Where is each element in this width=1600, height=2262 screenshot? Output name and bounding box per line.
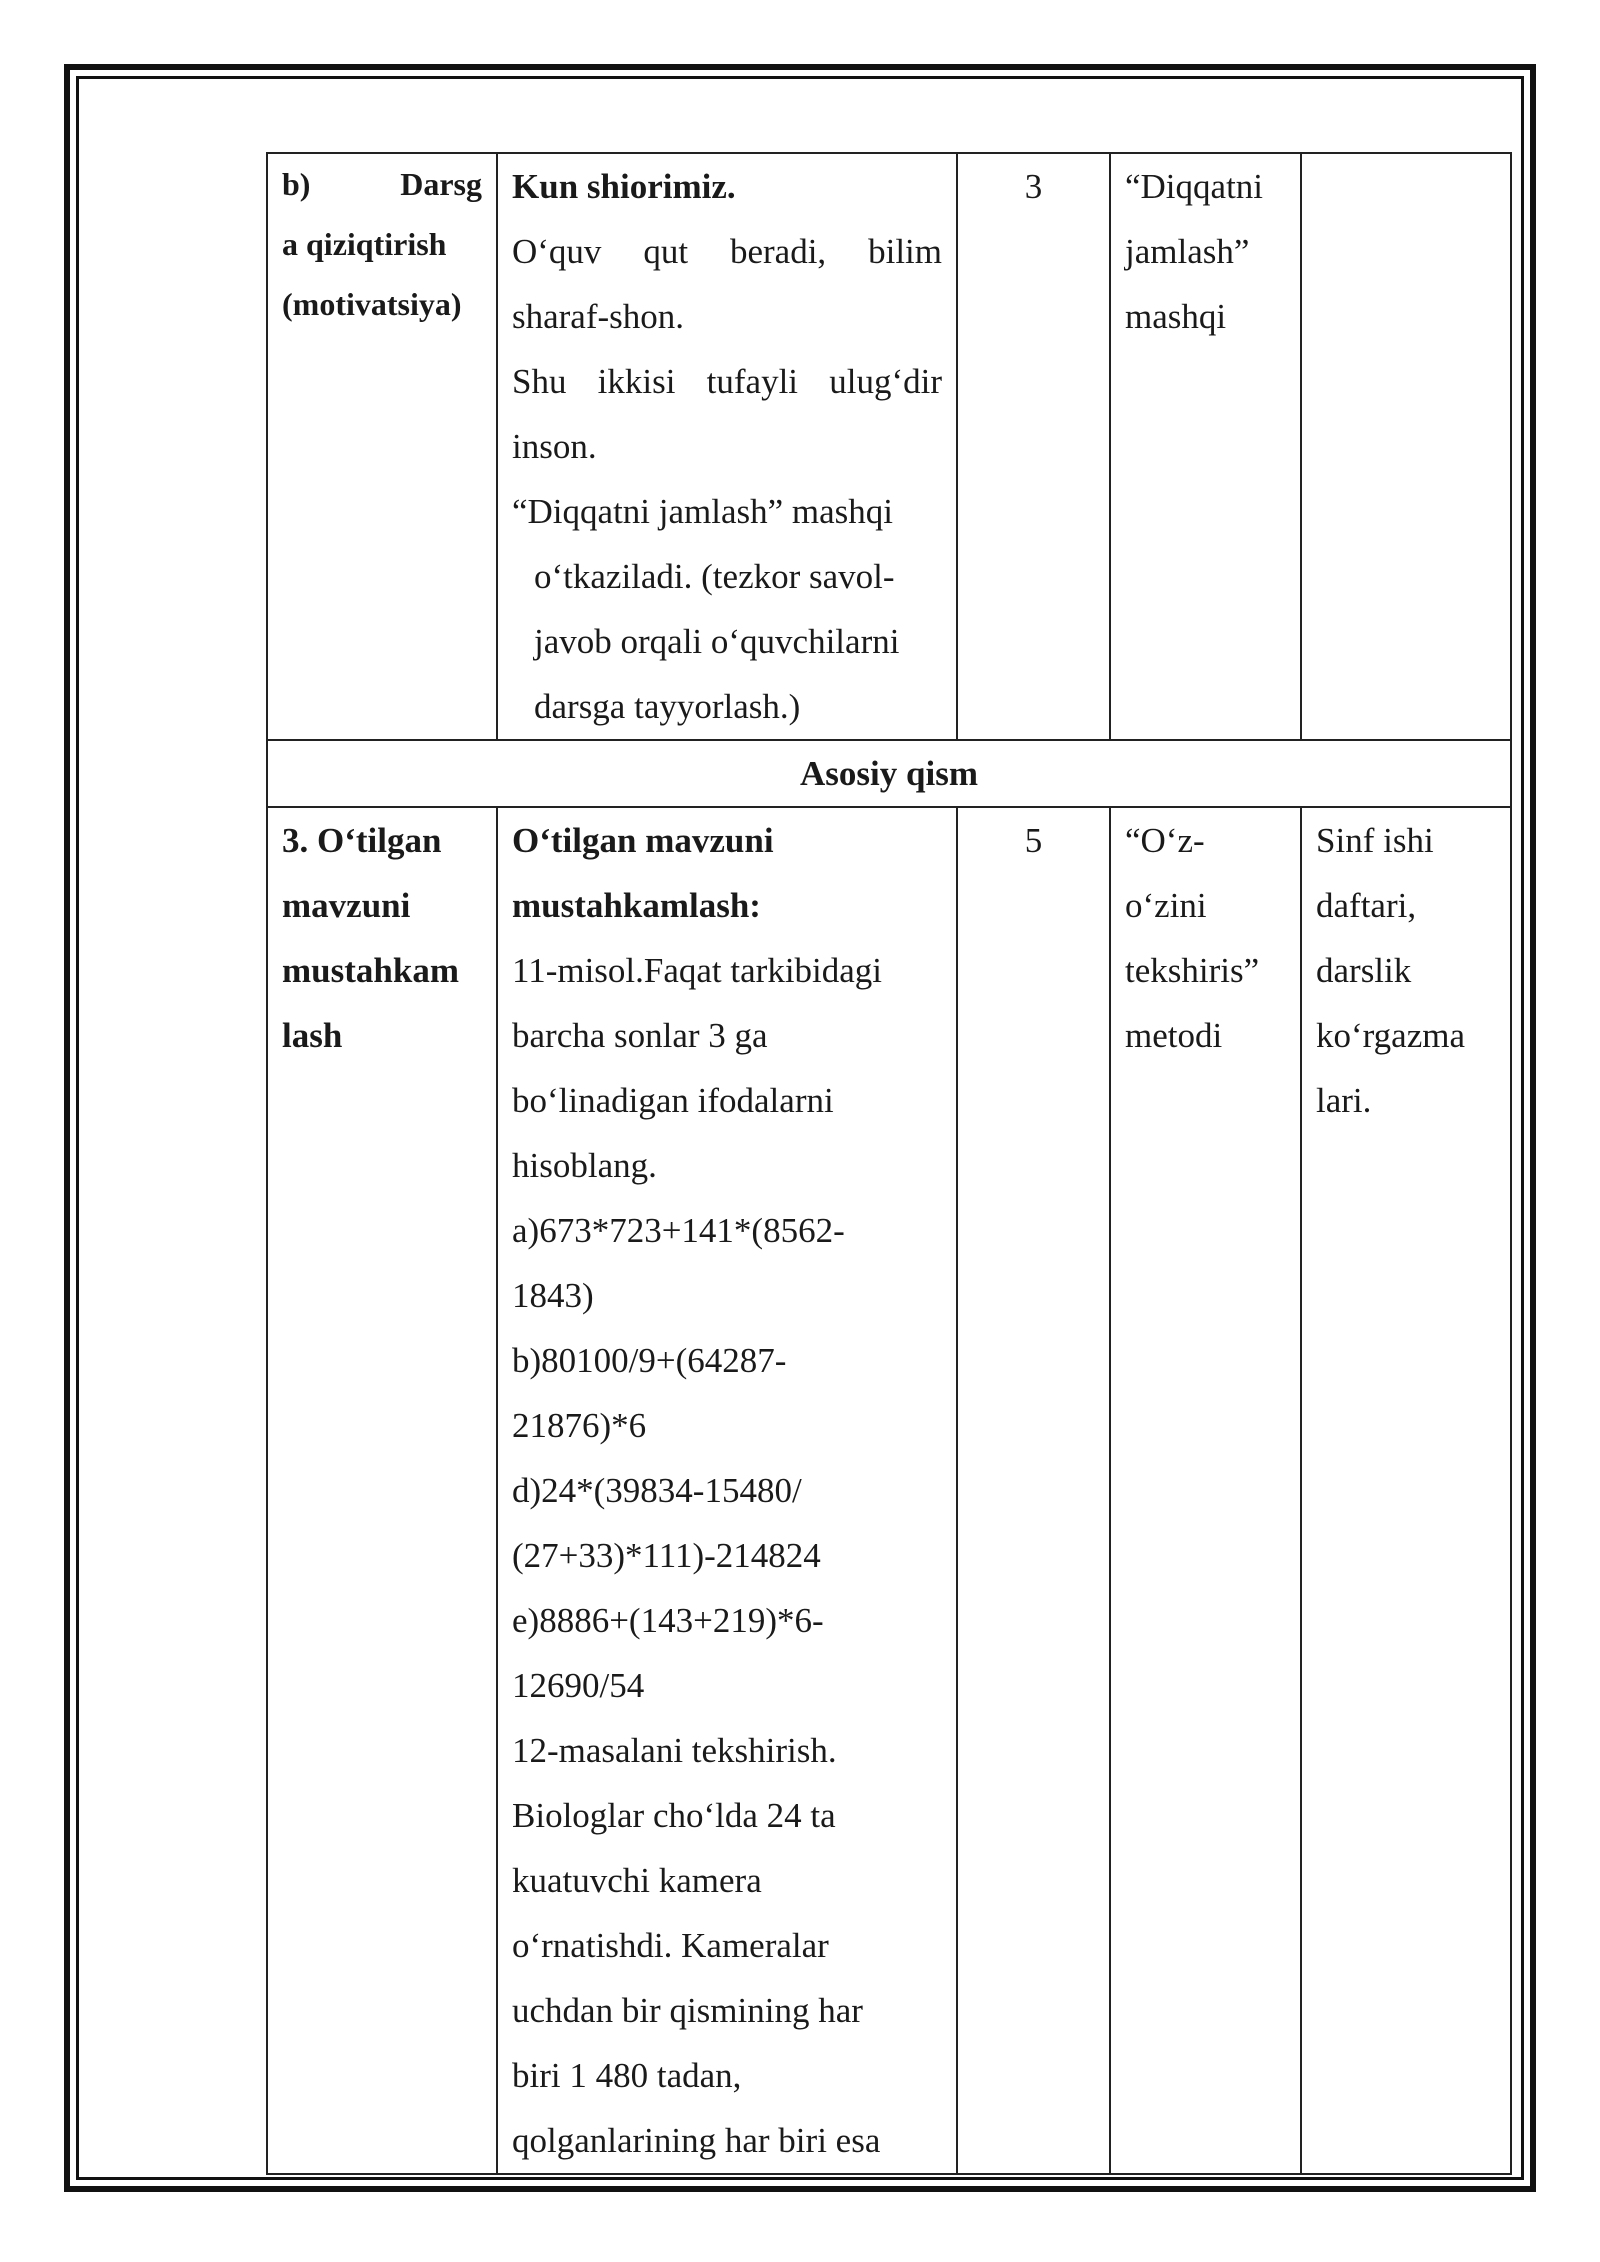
content-heading: O‘tilgan mavzuni: [512, 821, 774, 860]
content-line: 11-misol.Faqat tarkibidagi: [512, 951, 883, 990]
content-line: 21876)*6: [512, 1406, 647, 1445]
content-line: uchdan bir qismining har: [512, 1991, 863, 2030]
stage-line: lash: [282, 1016, 343, 1055]
content-line: qolganlarining har biri esa: [512, 2121, 881, 2160]
stage-marker: b): [282, 166, 311, 202]
content-line: hisoblang.: [512, 1146, 657, 1185]
content-heading: mustahkamlash:: [512, 886, 761, 925]
cell-time: [957, 807, 1110, 2174]
method-line: mashqi: [1125, 297, 1227, 336]
resources-line: Sinf ishi: [1316, 821, 1434, 860]
content-line: inson.: [512, 427, 597, 466]
cell-method: [1110, 153, 1301, 740]
content-line: O‘quv qut beradi, bilim: [512, 232, 942, 271]
content-line: bo‘linadigan ifodalarni: [512, 1081, 834, 1120]
time-value: 5: [1024, 821, 1043, 860]
content-line: o‘tkaziladi. (tezkor savol-: [534, 557, 895, 596]
content-line: b)80100/9+(64287-: [512, 1341, 787, 1380]
content-line: o‘rnatishdi. Kameralar: [512, 1926, 829, 1965]
lesson-plan-table: [266, 152, 1512, 2175]
content-line: “Diqqatni jamlash” mashqi: [512, 492, 894, 531]
cell-content: [497, 807, 957, 2174]
stage-line: a qiziqtirish: [282, 226, 447, 262]
content-line: 1843): [512, 1276, 594, 1315]
stage-label: [282, 154, 482, 334]
content-line: 12-masalani tekshirish.: [512, 1731, 837, 1770]
content-line: Shu ikkisi tufayli ulug‘dir: [512, 362, 942, 401]
content-line: darsga tayyorlash.): [534, 687, 801, 726]
content-line: a)673*723+141*(8562-: [512, 1211, 845, 1250]
method-line: tekshiris”: [1125, 951, 1260, 990]
content-line: (27+33)*111)-214824: [512, 1536, 821, 1575]
cell-resources: [1301, 153, 1511, 740]
stage-line: mavzuni: [282, 886, 411, 925]
table-row-section: [267, 740, 1511, 807]
resources-line: darslik: [1316, 951, 1412, 990]
resources-line: daftari,: [1316, 886, 1417, 925]
method-line: “O‘z-: [1125, 821, 1205, 860]
content-line: javob orqali o‘quvchilarni: [534, 622, 900, 661]
method-line: metodi: [1125, 1016, 1223, 1055]
content-line: biri 1 480 tadan,: [512, 2056, 742, 2095]
content-line: barcha sonlar 3 ga: [512, 1016, 768, 1055]
method-line: “Diqqatni: [1125, 167, 1264, 206]
cell-method: [1110, 807, 1301, 2174]
resources-line: ko‘rgazma: [1316, 1016, 1466, 1055]
content-heading: Kun shiorimiz.: [512, 167, 736, 206]
table-row-reinforcement: [267, 807, 1511, 2174]
section-title: Asosiy qism: [267, 740, 1511, 807]
cell-stage: [267, 807, 497, 2174]
method-line: jamlash”: [1125, 232, 1250, 271]
time-value: 3: [1024, 167, 1043, 206]
content-line: kuatuvchi kamera: [512, 1861, 762, 1900]
method-line: o‘zini: [1125, 886, 1207, 925]
cell-stage: [267, 153, 497, 740]
stage-line: (motivatsiya): [282, 286, 462, 322]
content-line: d)24*(39834-15480/: [512, 1471, 802, 1510]
content-line: e)8886+(143+219)*6-: [512, 1601, 824, 1640]
content-line: Biologlar cho‘lda 24 ta: [512, 1796, 836, 1835]
stage-line: 3. O‘tilgan: [282, 821, 442, 860]
stage-line: mustahkam: [282, 951, 459, 990]
table-row-motivation: [267, 153, 1511, 740]
cell-content: [497, 153, 957, 740]
cell-resources: [1301, 807, 1511, 2174]
resources-line: lari.: [1316, 1081, 1372, 1120]
cell-time: [957, 153, 1110, 740]
content-lines: [512, 938, 942, 2173]
content-line: 12690/54: [512, 1666, 645, 1705]
stage-word: Darsg: [400, 166, 482, 202]
content-line: sharaf-shon.: [512, 297, 685, 336]
